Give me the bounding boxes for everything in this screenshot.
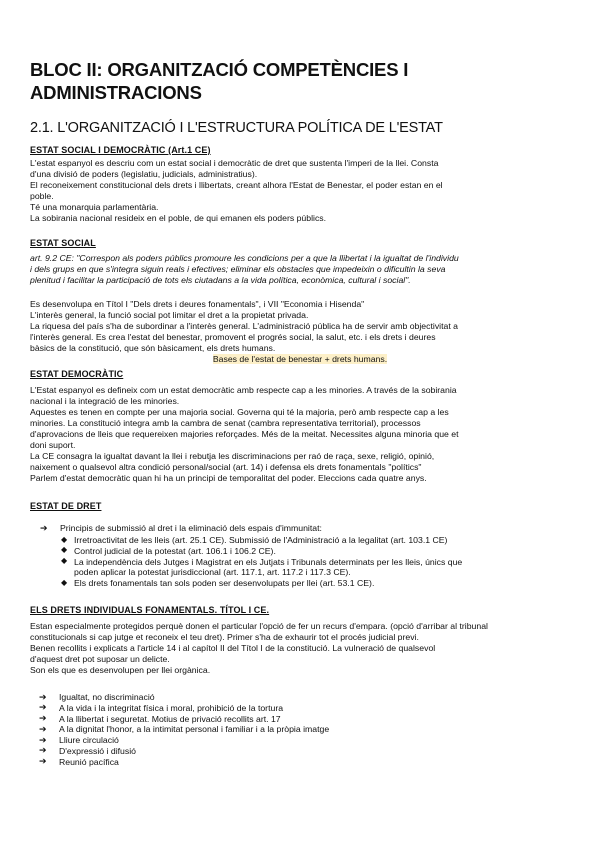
text-line: d'aprovacions de lleis que requereixen majories reforçades. Més de la meitat. Necessites alguna minoria que et <box>30 429 459 439</box>
text-line: d'una divisió de poders (legislatiu, judicials, administratius). <box>30 169 258 179</box>
arrow-right-icon: ➔ <box>39 702 47 713</box>
list-item: ➔ Lliure circulació <box>39 734 119 746</box>
text-line: nacional i la integració de les minories. <box>30 396 180 406</box>
quote-line: i dels grups en que s'integra siguin reals i efectives; eliminar els obstacles que impedeixin o dificultin la seva <box>30 264 446 274</box>
list-item: ◆ Els drets fonamentals tan sols poden ser desenvolupats per llei (art. 53.1 CE). <box>61 577 375 589</box>
list-item: ◆ Irretroactivitat de les lleis (art. 25.1 CE). Submissió de l'Administració a la legalitat (art. 103.1 CE) <box>61 534 448 545</box>
section-title: 2.1. L'ORGANITZACIÓ I L'ESTRUCTURA POLÍTICA DE L'ESTAT <box>30 120 443 136</box>
arrow-right-icon: ➔ <box>39 723 47 734</box>
arrow-right-icon: ➔ <box>39 734 47 745</box>
text-line: constitucionals si cap jutge et reconeix el teu dret). Primer s'ha de exhaurir tot el procés judicial previ. <box>30 632 419 642</box>
text-line: L'interès general, la funció social pot limitar el dret a la propietat privada. <box>30 310 309 320</box>
heading-democratic-state: ESTAT DEMOCRÀTIC <box>30 369 124 379</box>
democratic-state-text <box>30 385 570 484</box>
quote-line: plenitud i facilitar la participació de tots els ciutadans a la vida política, econòmica, cultural i social". <box>30 275 411 285</box>
text-line: doni suport. <box>30 440 76 450</box>
list-item: ➔ Reunió pacífica <box>39 756 119 767</box>
quote-line: art. 9.2 CE: "Correspon als poders públics promoure les condicions per a que la llibertat i la igualtat de l'individu <box>30 253 459 263</box>
text-line: Parlem d'estat democràtic quan hi ha un principi de temporalitat del poder. Eleccions cada quatre anys. <box>30 473 427 483</box>
rights-list <box>39 691 330 768</box>
list-item: ➔ Principis de submissió al dret i la eliminació dels espais d'immunitat: <box>40 522 322 533</box>
rule-of-law-bullets <box>61 534 463 589</box>
text-line: Estan especialmente protegidos perquè donen el particular l'opció de fer un recurs d'empara. (opció d'arribar al tribunal <box>30 621 488 631</box>
text-line: l'interès general. Es crea l'estat del benestar, promovent el progrés social, la salut, etc. i els drets i deures <box>30 332 436 342</box>
arrow-right-icon: ➔ <box>39 745 47 756</box>
highlight-line <box>30 354 570 365</box>
text-line: Benen recollits i explicats a l'article 14 i al capítol II del Títol I de la constitució. La vulneració de qualsevol <box>30 643 436 653</box>
text-line: naixement o qualsevol altra condició personal/social (art. 14) i defensa els drets fonamentals "polítics" <box>30 462 422 472</box>
text-line: El reconeixement constitucional dels drets i llibertats, creant alhora l'Estat de Benestar, el poder estan en el <box>30 180 443 190</box>
text-line: La riquesa del país s'ha de subordinar a l'interès general. L'administració pública ha de servir amb objectivitat a <box>30 321 459 331</box>
list-item: ➔ D'expressió i difusió <box>39 745 136 756</box>
text-line: poble. <box>30 191 54 201</box>
heading-rule-of-law: ESTAT DE DRET <box>30 501 102 511</box>
document-title: BLOC II: ORGANITZACIÓ COMPETÈNCIES I ADMINISTRACIONS <box>30 59 409 103</box>
arrow-right-icon: ➔ <box>39 756 47 767</box>
diamond-bullet-icon: ◆ <box>61 545 68 555</box>
text-line: La CE consagra la igualtat davant la llei i rebutja les discriminacions per raó de raça, sexe, religió, opinió, <box>30 451 435 461</box>
text-line: Son els que es desenvolupen per llei orgànica. <box>30 665 211 675</box>
individual-rights-text <box>30 621 570 676</box>
list-item: ➔ A la dignitat l'honor, a la intimitat personal i familiar i a la pròpia imatge <box>39 723 330 735</box>
list-item: ➔ Igualtat, no discriminació <box>39 691 155 702</box>
text-line: L'estat espanyol es descriu com un estat social i democràtic de dret que sustenta l'imperi de la llei. Consta <box>30 158 439 168</box>
heading-social-democratic: ESTAT SOCIAL I DEMOCRÀTIC (Art.1 CE) <box>30 145 211 155</box>
text-line: bàsics de la constitució, que són bàsicament, els drets humans. <box>30 343 276 353</box>
diamond-bullet-icon: ◆ <box>61 534 68 544</box>
diamond-bullet-icon: ◆ <box>61 556 68 566</box>
text-line: Aquestes es tenen en compte per una majoria social. Governa qui té la majoria, però amb respecte cap a les <box>30 407 449 417</box>
article-9-2-quote <box>30 253 570 286</box>
diamond-bullet-icon: ◆ <box>61 577 68 587</box>
social-state-text <box>30 299 570 365</box>
arrow-right-icon: ➔ <box>40 522 48 533</box>
list-item: ➔ A la llibertat i seguretat. Motius de privació recollits art. 17 <box>39 713 281 724</box>
social-democratic-text <box>30 158 570 224</box>
text-line: d'aquest dret pot suposar un delicte. <box>30 654 170 664</box>
list-item: ◆ Control judicial de la potestat (art. 106.1 i 106.2 CE). <box>61 545 276 556</box>
text-line: La sobirania nacional resideix en el poble, de qui emanen els poders públics. <box>30 213 327 223</box>
text-line: minories. La constitució integra amb la cambra de senat (cambra representativa territorial), processos <box>30 418 421 428</box>
heading-individual-rights: ELS DRETS INDIVIDUALS FONAMENTALS. TÍTOL I CE. <box>30 605 270 615</box>
text-line: L'Estat espanyol es defineix com un estat democràtic amb respecte cap a les minories. A través de la sobirania <box>30 385 457 395</box>
arrow-right-icon: ➔ <box>39 691 47 702</box>
arrow-right-icon: ➔ <box>39 713 47 724</box>
heading-social-state: ESTAT SOCIAL <box>30 238 96 248</box>
text-line: Es desenvolupa en Títol I "Dels drets i deures fonamentals", i VII "Economia i Hisenda" <box>30 299 365 309</box>
text-line: Té una monarquia parlamentària. <box>30 202 159 212</box>
list-item: ◆ La independència dels Jutges i Magistrat en els Jutjats i Tribunals determinats per les lleis, únics que poden aplicar la potestat jurisdiccional (art. 117.1, art. 117.2 i 117.3 CE). <box>61 556 463 578</box>
highlighted-text: Bases de l'estat de benestar + drets humans. <box>212 354 388 364</box>
rule-of-law-list <box>40 522 322 534</box>
list-item: ➔ A la vida i la integritat física i moral, prohibició de la tortura <box>39 702 284 713</box>
